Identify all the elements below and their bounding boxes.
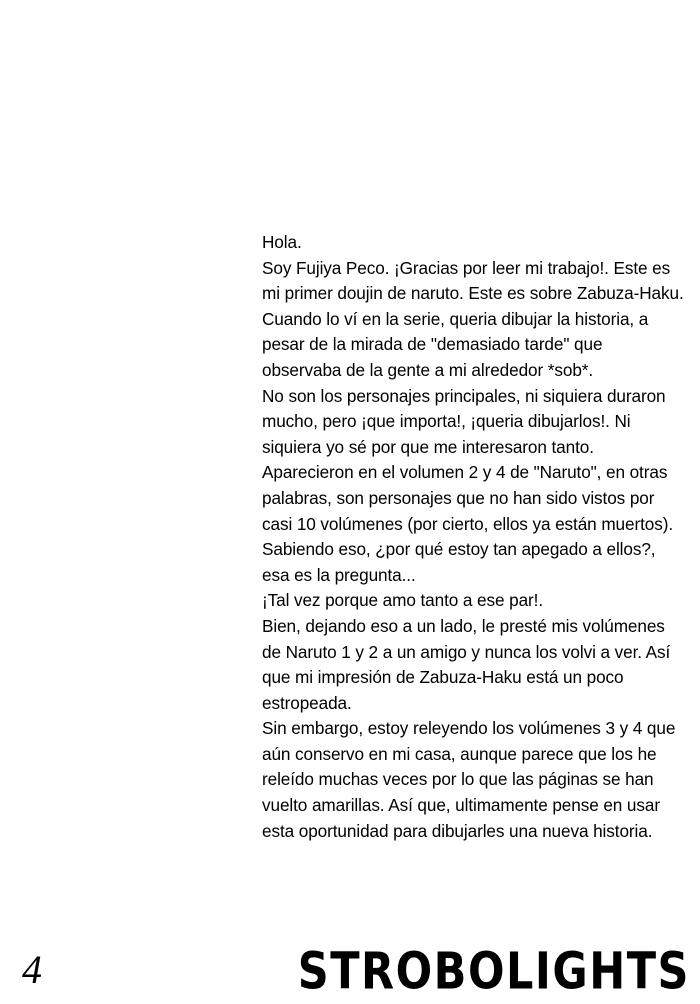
afterword-text-block [262,230,686,844]
afterword-paragraph: No son los personajes principales, ni siquiera duraron mucho, pero ¡que importa!, ¡queria dibujarlos!. Ni siquiera yo sé por que me interesaron tanto. Aparecieron en el volumen 2 y 4 de "Naruto", en otras palabras, son personajes que no han sido vistos por casi 10 volúmenes (por cierto, ellos ya están muertos). [262,385,674,534]
afterword-paragraph: ¡Tal vez porque amo tanto a ese par!. [262,590,544,611]
circle-logo-strobolights: STROBOLIGHTS [297,942,690,1002]
afterword-paragraph: Soy Fujiya Peco. ¡Gracias por leer mi trabajo!. Este es mi primer doujin de naruto. Este es sobre Zabuza-Haku. Cuando lo ví en la serie, queria dibujar la historia, a pesar de la mirada de "demasiado tarde" que observaba de la gente a mi alrededor *sob*. [262,257,684,380]
afterword-paragraph: Sabiendo eso, ¿por qué estoy tan apegado a ellos?, esa es la pregunta... [262,539,656,585]
afterword-paragraph: Hola. [262,232,302,252]
afterword-paragraph: Bien, dejando eso a un lado, le presté mis volúmenes de Naruto 1 y 2 a un amigo y nunca los volvi a ver. Así que mi impresión de Zabuza-Haku está un poco estropeada. [262,615,671,713]
page-number: 4 [22,947,42,992]
afterword-paragraph: Sin embargo, estoy releyendo los volúmenes 3 y 4 que aún conservo en mi casa, aunque parece que los he releído muchas veces por lo que las páginas se han vuelto amarillas. Así que, ultimamente pense en usar esta oportunidad para dibujarles una nueva historia. [262,718,676,841]
